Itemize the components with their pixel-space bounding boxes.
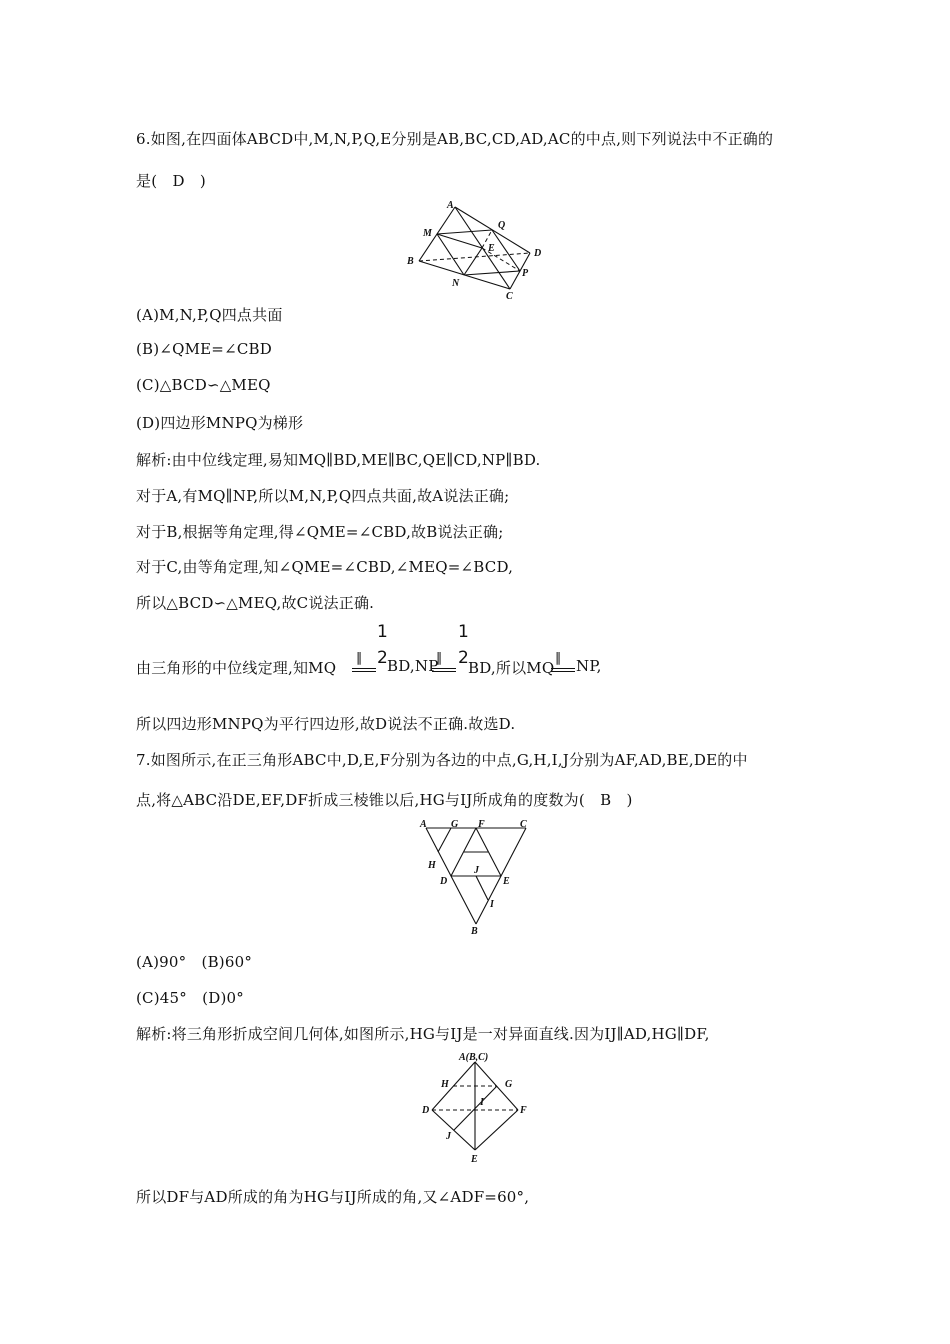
q6-stem-line1: 6.如图,在四面体ABCD中,M,N,P,Q,E分别是AB,BC,CD,AD,AC的中点,则下列说法中不正确的: [136, 130, 774, 148]
q7-options-row1: (A)90° (B)60°: [136, 953, 253, 971]
q7-label-B: B: [471, 926, 478, 937]
q6-midline-part3: NP,: [576, 657, 602, 675]
q6-fraction-denominator-2: 2: [458, 648, 469, 668]
q7-label-I: I: [490, 899, 494, 910]
q6-solution-line2: 对于A,有MQ∥NP,所以M,N,P,Q四点共面,故A说法正确;: [136, 487, 510, 505]
q7-label-F: F: [478, 819, 485, 830]
q7-label-G: G: [451, 819, 459, 830]
q7-label-A: A: [420, 819, 427, 830]
q7-fig2-label-I: I: [480, 1097, 484, 1108]
q6-midline-part2: BD,所以MQ: [468, 659, 555, 677]
q7-fig2-label-H: H: [441, 1079, 449, 1090]
q6-option-b: (B)∠QME=∠CBD: [136, 340, 272, 358]
q6-label-M: M: [423, 228, 432, 239]
q7-label-A-B-C: A(B,C): [459, 1052, 489, 1063]
q6-fraction-numerator-2: 1: [458, 622, 469, 642]
q6-solution-line4: 对于C,由等角定理,知∠QME=∠CBD,∠MEQ=∠BCD,: [136, 558, 514, 576]
q6-conclusion: 所以四边形MNPQ为平行四边形,故D说法不正确.故选D.: [136, 715, 516, 733]
q6-option-c: (C)△BCD∽△MEQ: [136, 376, 271, 394]
q6-option-a: (A)M,N,P,Q四点共面: [136, 306, 283, 324]
q7-label-E: E: [503, 876, 510, 887]
q6-fraction-numerator-1: 1: [377, 622, 388, 642]
q7-options-row2: (C)45° (D)0°: [136, 989, 244, 1007]
q6-solution-line3: 对于B,根据等角定理,得∠QME=∠CBD,故B说法正确;: [136, 523, 504, 541]
q7-label-H: H: [428, 860, 436, 871]
q6-parallel-equal-symbol-3: ∥: [555, 651, 562, 666]
q7-fig2-label-G: G: [505, 1079, 513, 1090]
q7-triangle-figure: [412, 816, 537, 940]
q6-parallel-equal-symbol-2: ∥: [436, 651, 443, 666]
q6-midline-prefix: 由三角形的中位线定理,知MQ: [136, 659, 337, 677]
q7-fig2-label-D: D: [422, 1105, 430, 1116]
q6-fraction-denominator-1: 2: [377, 648, 388, 668]
q7-label-C: C: [520, 819, 527, 830]
q7-stem-line1: 7.如图所示,在正三角形ABC中,D,E,F分别为各边的中点,G,H,I,J分别为AF,AD,BE,DE的中: [136, 751, 748, 769]
q6-label-P: P: [522, 268, 529, 279]
q6-label-C: C: [506, 291, 513, 302]
q6-option-d: (D)四边形MNPQ为梯形: [136, 414, 304, 432]
q7-fig2-label-J: J: [446, 1131, 451, 1142]
q7-folded-pyramid-figure: [414, 1050, 539, 1168]
q7-fig2-label-E: E: [471, 1154, 478, 1165]
q7-fig2-label-F: F: [520, 1105, 527, 1116]
q6-solution-line1: 解析:由中位线定理,易知MQ∥BD,ME∥BC,QE∥CD,NP∥BD.: [136, 451, 541, 469]
q6-solution-line5: 所以△BCD∽△MEQ,故C说法正确.: [136, 594, 375, 612]
q6-label-B: B: [407, 256, 414, 267]
q6-midline-part1: BD,NP: [387, 657, 439, 675]
q7-solution-line1: 解析:将三角形折成空间几何体,如图所示,HG与IJ是一对异面直线.因为IJ∥AD,HG∥DF,: [136, 1025, 710, 1043]
q7-label-J: J: [474, 865, 479, 876]
q6-parallel-equal-symbol-1: ∥: [356, 651, 363, 666]
q6-tetrahedron-figure: [400, 198, 550, 303]
q6-label-A: A: [447, 200, 454, 211]
q7-solution-line2: 所以DF与AD所成的角为HG与IJ所成的角,又∠ADF=60°,: [136, 1188, 530, 1206]
q6-stem-line2: 是( D ): [136, 172, 206, 190]
q6-label-E: E: [488, 243, 495, 254]
q7-stem-line2: 点,将△ABC沿DE,EF,DF折成三棱锥以后,HG与IJ所成角的度数为( B ): [136, 791, 633, 809]
q6-label-Q: Q: [498, 220, 506, 231]
q6-label-D: D: [534, 248, 542, 259]
q6-label-N: N: [452, 278, 460, 289]
q7-label-D: D: [440, 876, 448, 887]
